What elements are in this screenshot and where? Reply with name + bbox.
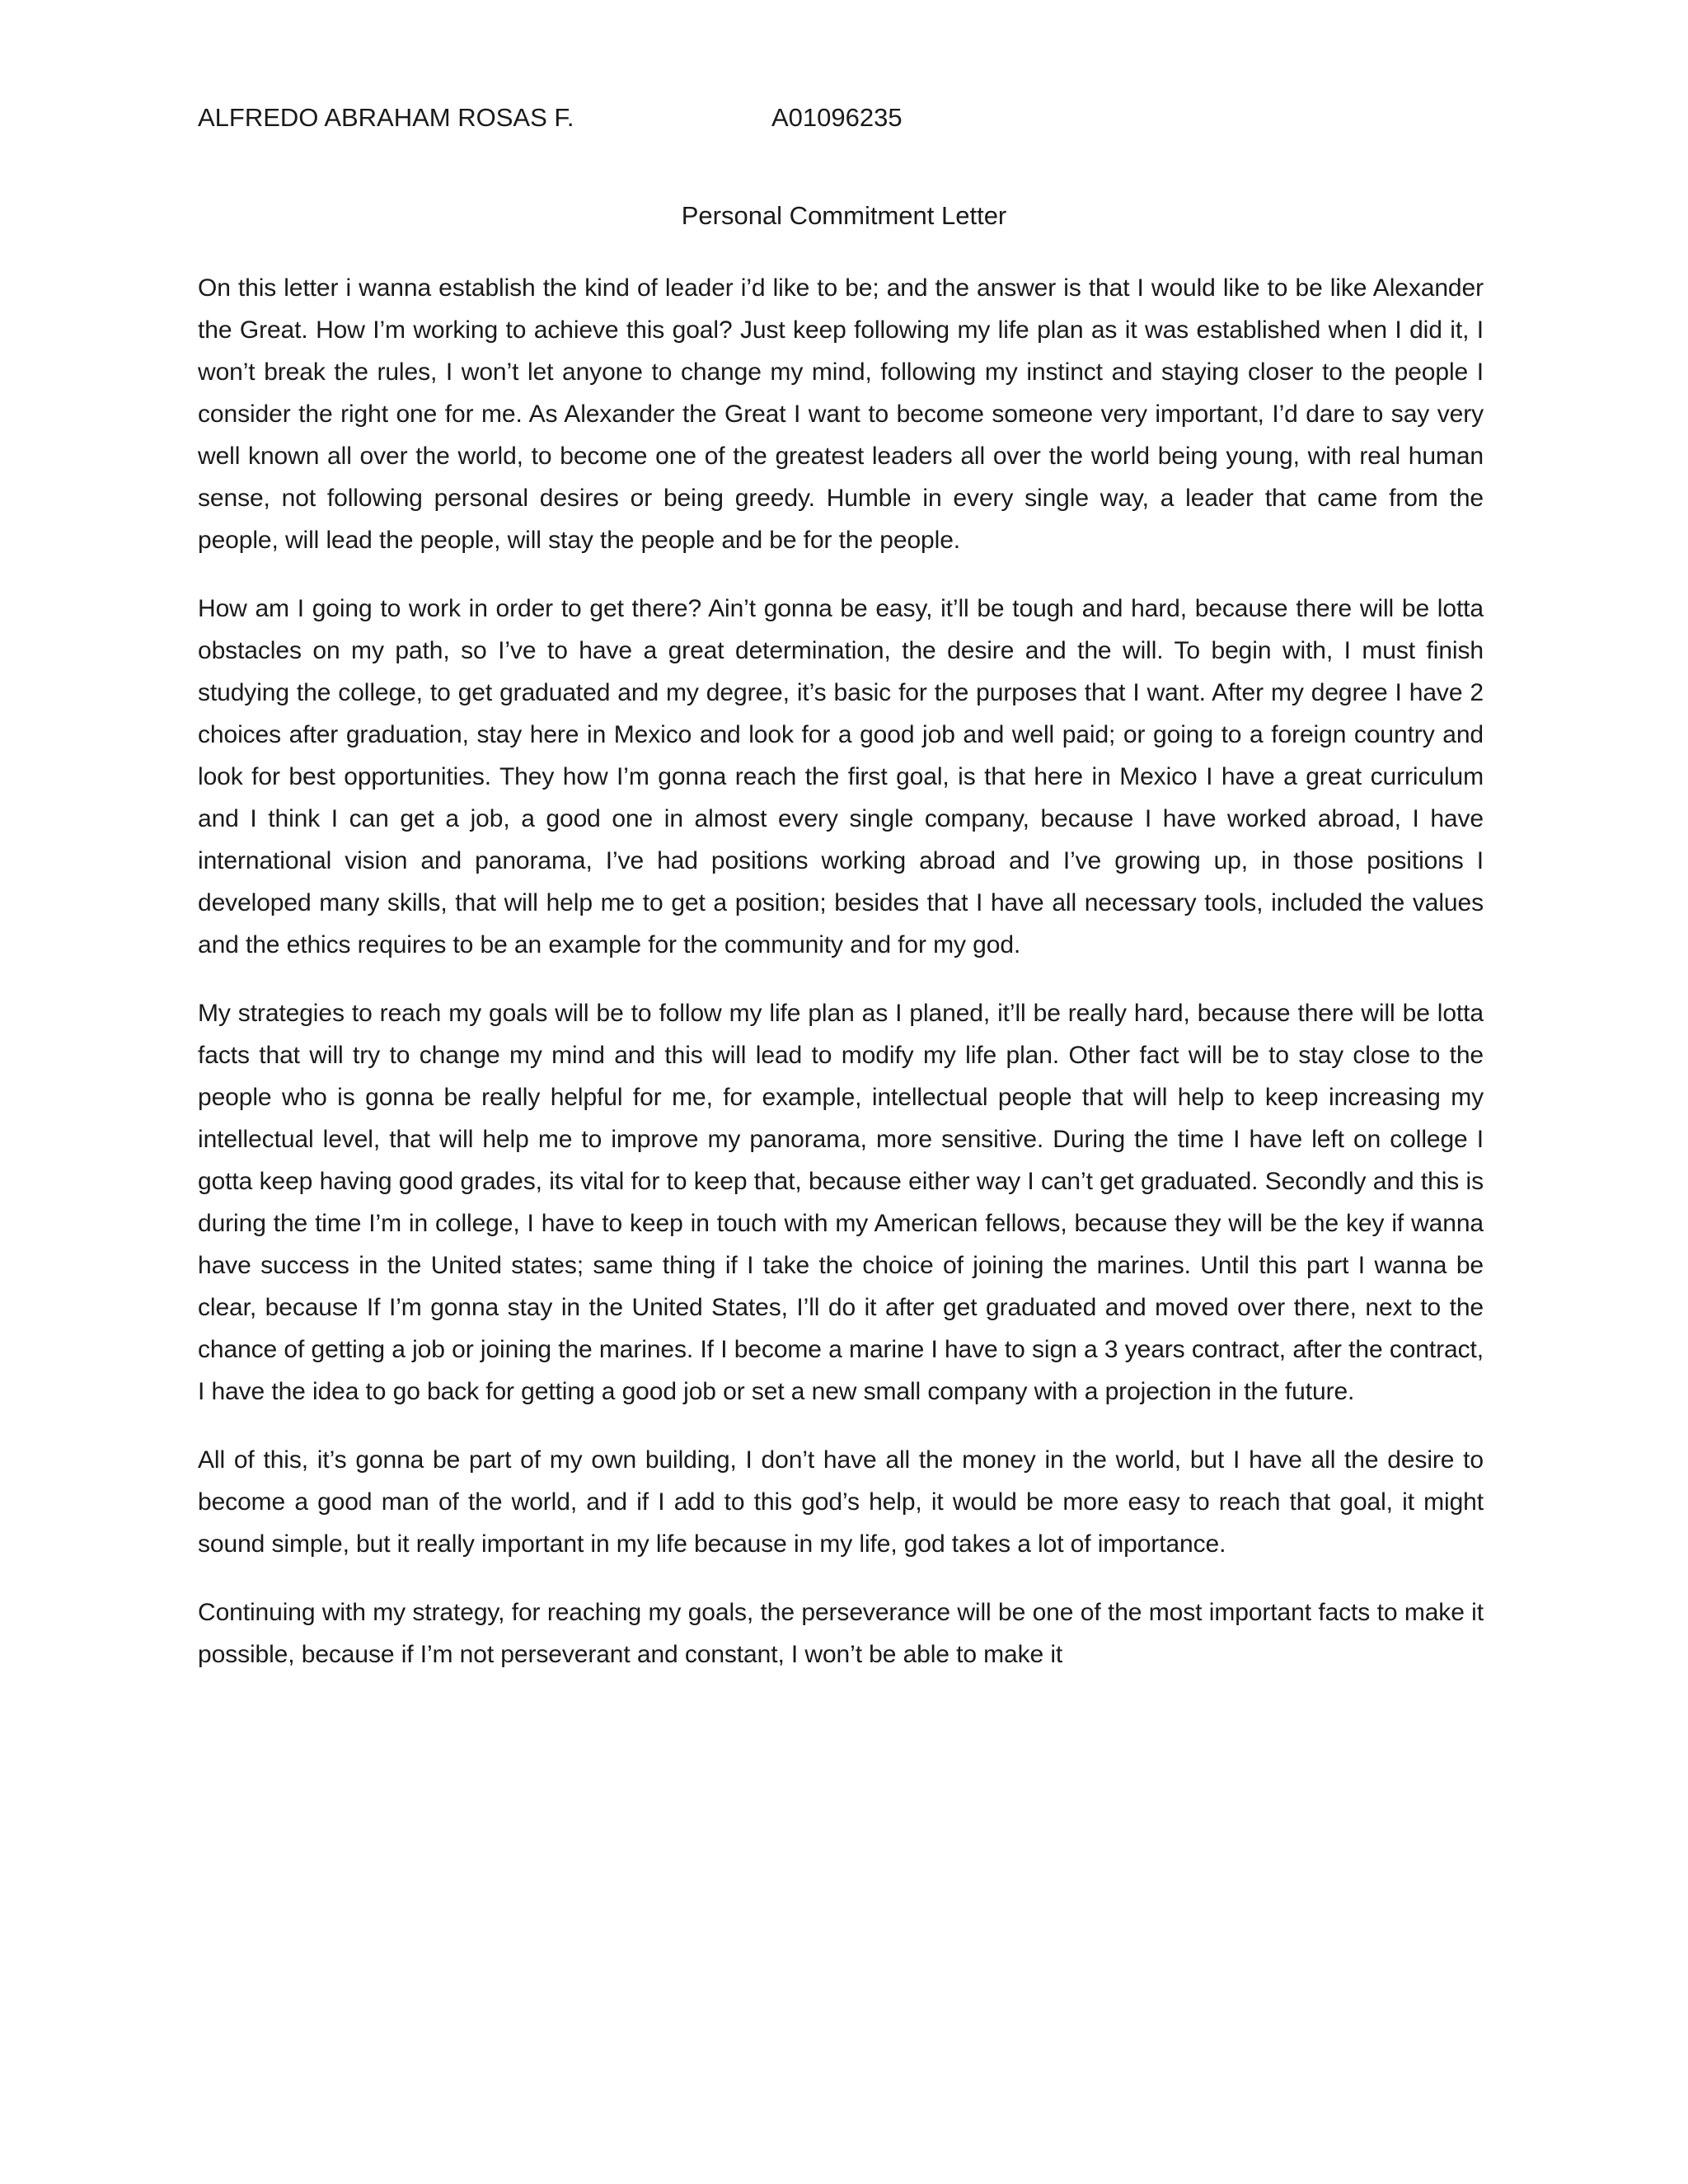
paragraph-1: On this letter i wanna establish the kind of leader i’d like to be; and the answer is that I would like to be like Alexander the Great. How I’m working to achieve this goal? Just keep following my life plan as it was established when I did it, I won’t break the rules, I won’t let anyone to change my mind, following my instinct and staying closer to the people I consider the right one for me. As Alexander the Great I want to become someone very important, I’d dare to say very well known all over the world, to become one of the greatest leaders all over the world being young, with real human sense, not following personal desires or being greedy. Humble in every single way, a leader that came from the people, will lead the people, will stay the people and be for the people. <box>198 274 1484 554</box>
paragraph-3: My strategies to reach my goals will be to follow my life plan as I planed, it’ll be really hard, because there will be lotta facts that will try to change my mind and this will lead to modify my life plan. Other fact will be to stay close to the people who is gonna be really helpful for me, for example, intellectual people that will help to keep increasing my intellectual level, that will help me to improve my panorama, more sensitive. During the time I have left on college I gotta keep having good grades, its vital for to keep that, because either way I can’t get graduated. Secondly and this is during the time I’m in college, I have to keep in touch with my American fellows, because they will be the key if wanna have success in the United states; same thing if I take the choice of joining the marines. Until this part I wanna be clear, because If I’m gonna stay in the United States, I’ll do it after get graduated and moved over there, next to the chance of getting a job or joining the marines. If I become a marine I have to sign a 3 years contract, after the contract, I have the idea to go back for getting a good job or set a new small company with a projection in the future. <box>198 1000 1484 1405</box>
paragraph-2: How am I going to work in order to get there? Ain’t gonna be easy, it’ll be tough and hard, because there will be lotta obstacles on my path, so I’ve to have a great determination, the desire and the will. To begin with, I must finish studying the college, to get graduated and my degree, it’s basic for the purposes that I want. After my degree I have 2 choices after graduation, stay here in Mexico and look for a good job and well paid; or going to a foreign country and look for best opportunities. They how I’m gonna reach the first goal, is that here in Mexico I have a great curriculum and I think I can get a job, a good one in almost every single company, because I have worked abroad, I have international vision and panorama, I’ve had positions working abroad and I’ve growing up, in those positions I developed many skills, that will help me to get a position; besides that I have all necessary tools, included the values and the ethics requires to be an example for the community and for my god. <box>198 595 1484 958</box>
paragraph-4: All of this, it’s gonna be part of my own building, I don’t have all the money in the world, but I have all the desire to become a good man of the world, and if I add to this god’s help, it would be more easy to reach that goal, it might sound simple, but it really important in my life because in my life, god takes a lot of importance. <box>198 1446 1484 1558</box>
letter-body <box>198 267 1484 1702</box>
document-title: Personal Commitment Letter <box>681 201 1007 230</box>
paragraph-5: Continuing with my strategy, for reaching my goals, the perseverance will be one of the most important facts to make it possible, because if I’m not perseverant and constant, I won’t be able to make it <box>198 1599 1484 1668</box>
student-id: A01096235 <box>771 103 903 132</box>
author-name: ALFREDO ABRAHAM ROSAS F. <box>198 103 574 132</box>
